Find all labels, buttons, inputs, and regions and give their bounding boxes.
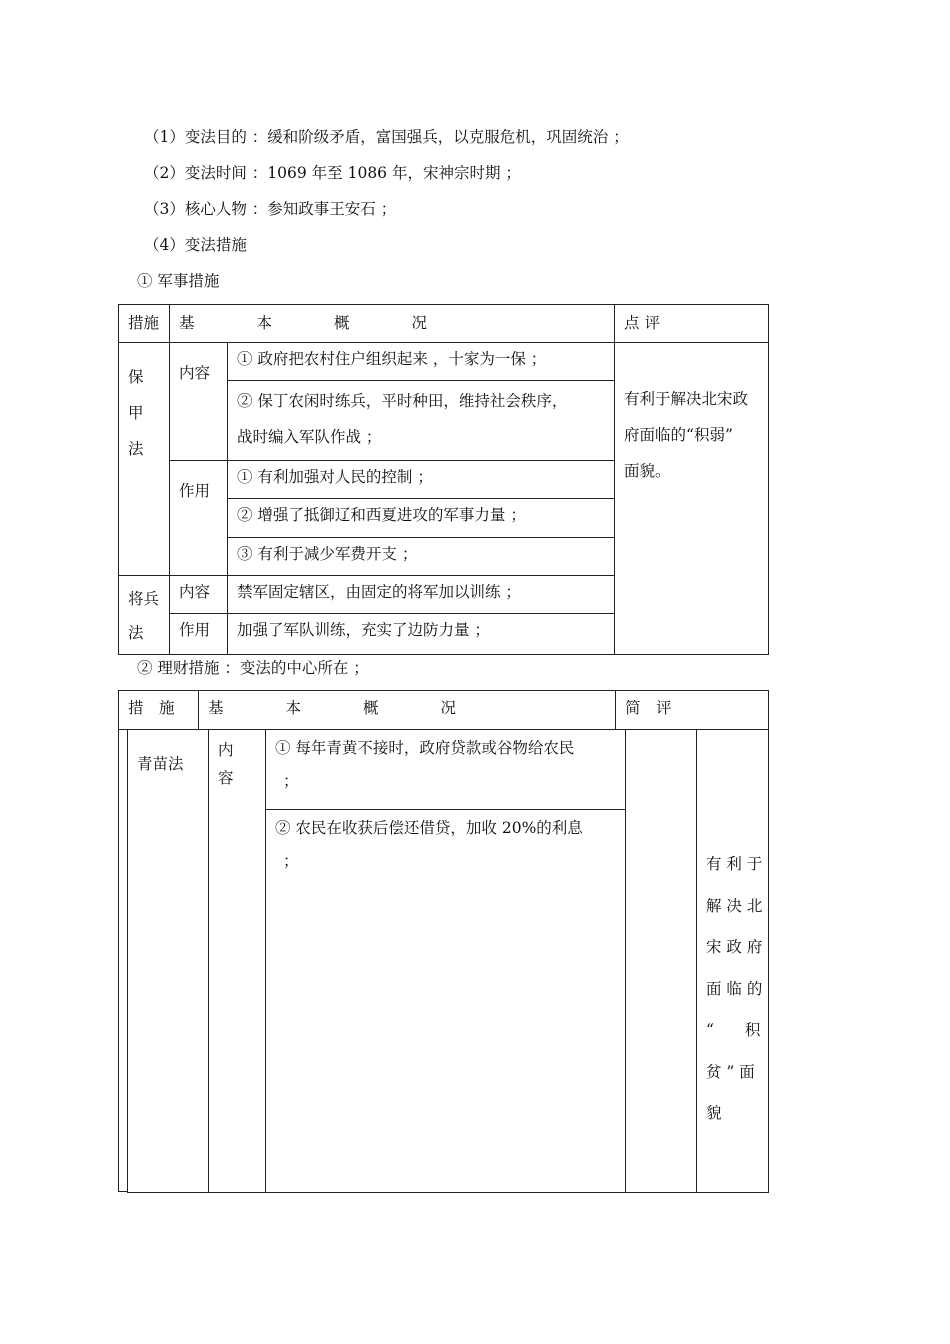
- table2-comment-1: 有 利 于: [706, 855, 763, 873]
- table2-comment-7: 貌: [706, 1104, 722, 1122]
- baojia-content-2a: ② 保丁农闲时练兵，平时种田，维持社会秩序，: [237, 392, 568, 410]
- baojia-effect-2: ② 增强了抵御辽和西夏进攻的军事力量 ；: [228, 499, 615, 538]
- finance-table-body: [127, 729, 769, 1193]
- finance-measures-heading: ② 理财措施 ：变法的中心所在 ；: [137, 659, 369, 677]
- military-measures-table: [118, 304, 769, 655]
- table2-comment-cell: [697, 730, 769, 1193]
- qingmiao-content-label-1: 内: [218, 741, 234, 759]
- table2-bottom-stub: [118, 1191, 128, 1192]
- military-measures-heading: ① 军事措施: [137, 272, 220, 290]
- qingmiao-content-2: [266, 810, 626, 1193]
- table1-comment-2: 府面临的“积弱”: [624, 426, 733, 444]
- table1-header-comment: 点 评: [615, 305, 769, 343]
- qingmiao-content-label-2: 容: [218, 769, 234, 787]
- baojia-content-label: 内容: [170, 343, 228, 461]
- qingmiao-content-1: [266, 730, 626, 810]
- table1-comment-3: 面貌。: [624, 462, 671, 480]
- table2-empty-cell: [626, 730, 697, 1193]
- jiangbing-content-label: 内容: [170, 576, 228, 614]
- table2-comment-4: 面 临 的: [706, 979, 763, 998]
- baojia-name-cell: [119, 343, 170, 576]
- table2-comment-5: “ 积: [706, 1021, 761, 1039]
- qingmiao-content-2a: ② 农民在收获后偿还借贷，加收 20%的利息: [275, 819, 583, 837]
- intro-time: （2）变法时间 ：1069 年至 1086 年，宋神宗时期 ；: [144, 164, 521, 182]
- qingmiao-content-label: [209, 730, 266, 1193]
- qingmiao-content-1a: ① 每年青黄不接时，政府贷款或谷物给农民: [275, 739, 575, 757]
- baojia-name-1: 保: [128, 368, 144, 386]
- table1-comment-1: 有利于解决北宋政: [624, 390, 749, 408]
- finance-table-header: [118, 690, 769, 730]
- qingmiao-content-1b: ；: [283, 772, 299, 790]
- table2-comment-3: 宋 政 府: [706, 938, 763, 956]
- baojia-content-1: ① 政府把农村住户组织起来 ，十家为一保 ；: [228, 343, 615, 381]
- baojia-effect-1: ① 有利加强对人民的控制 ；: [228, 461, 615, 499]
- jiangbing-effect: 加强了军队训练，充实了边防力量 ；: [228, 614, 615, 655]
- table2-header-comment: 简 评: [616, 691, 769, 730]
- jiangbing-content: 禁军固定辖区，由固定的将军加以训练 ；: [228, 576, 615, 614]
- table2-comment-2: 解 决 北: [706, 896, 763, 915]
- qingmiao-content-2b: ；: [283, 852, 299, 870]
- baojia-effect-label: 作用: [170, 461, 228, 576]
- table2-left-rule: [118, 729, 119, 1192]
- baojia-name-2: 甲: [128, 404, 144, 422]
- table2-comment-6: 贫 ” 面: [706, 1062, 755, 1081]
- table1-header-measure: 措施: [119, 305, 170, 343]
- intro-measures: （4）变法措施: [144, 236, 247, 254]
- baojia-content-2: [228, 381, 615, 461]
- table2-header-measure: 措 施: [119, 691, 199, 730]
- table1-header-overview: 基 本 概 况: [170, 305, 615, 343]
- jiangbing-name-cell: [119, 576, 170, 655]
- baojia-content-2b: 战时编入军队作战 ；: [237, 428, 382, 446]
- intro-person: （3）核心人物 ：参知政事王安石 ；: [144, 200, 397, 218]
- jiangbing-effect-label: 作用: [170, 614, 228, 655]
- baojia-name-3: 法: [128, 440, 144, 458]
- jiangbing-name-2: 法: [128, 624, 144, 642]
- intro-purpose: （1）变法目的 ：缓和阶级矛盾，富国强兵，以克服危机，巩固统治 ；: [144, 128, 629, 146]
- table2-header-overview: 基 本 概 况: [199, 691, 616, 730]
- baojia-effect-3: ③ 有利于减少军费开支 ；: [228, 538, 615, 576]
- table1-comment-cell: [615, 343, 769, 655]
- jiangbing-name-1: 将兵: [128, 590, 160, 608]
- qingmiao-name: 青苗法: [128, 730, 209, 1193]
